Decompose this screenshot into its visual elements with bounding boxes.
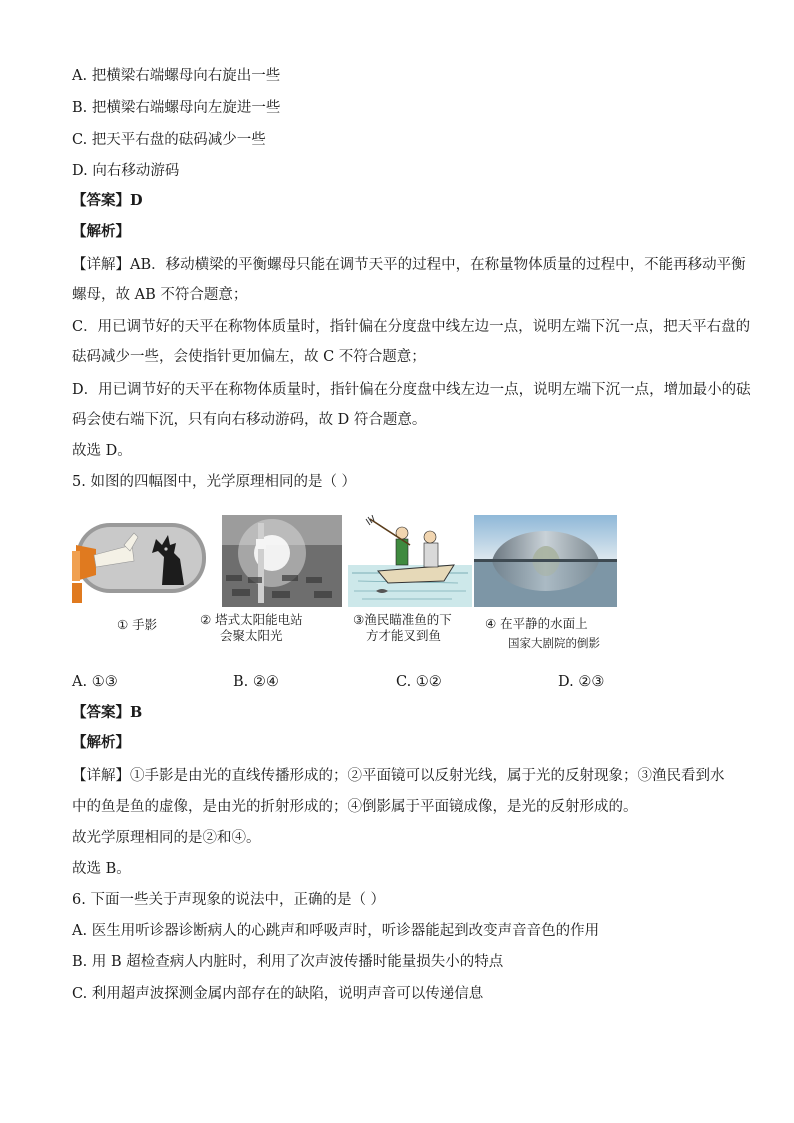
caption-4-line-2: 国家大剧院的倒影 [508,636,600,650]
q5-stem: 5. 如图的四幅图中，光学原理相同的是（ ） [72,474,357,490]
q5-option-c: C. ①② [396,674,442,690]
q4-detail-line-3: C．用已调节好的天平在称物体质量时，指针偏在分度盘中线左边一点，说明左端下沉一点，把天平右盘的 [72,319,751,335]
fisherman-picture [348,515,472,607]
q5-figure [72,515,617,655]
q5-detail-line-3: 故光学原理相同的是②和④。 [72,830,261,846]
grand-theatre-picture [474,515,617,607]
q4-answer: 【答案】D [72,192,143,209]
q6-option-c: C. 利用超声波探测金属内部存在的缺陷，说明声音可以传递信息 [72,986,484,1002]
q4-detail-line-4: 砝码减少一些，会使指针更加偏左，故 C 不符合题意； [72,349,426,365]
q6-stem: 6. 下面一些关于声现象的说法中，正确的是（ ） [72,892,386,908]
q5-option-b: B. ②④ [233,674,279,690]
q4-option-c: C. 把天平右盘的砝码减少一些 [72,132,266,148]
q4-option-a: A. 把横梁右端螺母向右旋出一些 [72,68,281,84]
caption-3-line-2: 方才能叉到鱼 [366,628,442,643]
q4-detail-line-7: 故选 D。 [72,443,132,459]
caption-3-line-1: ③渔民瞄准鱼的下 [353,612,452,627]
q4-option-d: D. 向右移动游码 [72,163,180,179]
q4-detail-line-1: 【详解】AB．移动横梁的平衡螺母只能在调节天平的过程中，在称量物体质量的过程中，不能再移动平衡 [72,257,746,273]
caption-2-line-1: ② 塔式太阳能电站 [200,612,303,627]
hand-shadow-picture [72,515,212,607]
q4-option-b: B. 把横梁右端螺母向左旋进一些 [72,100,281,116]
q5-detail-line-4: 故选 B。 [72,861,131,877]
q6-option-a: A. 医生用听诊器诊断病人的心跳声和呼吸声时，听诊器能起到改变声音音色的作用 [72,923,600,939]
q4-analysis-label: 【解析】 [72,223,130,240]
q6-option-b: B. 用 B 超检查病人内脏时，利用了次声波传播时能量损失小的特点 [72,954,504,970]
q4-detail-line-6: 码会使右端下沉，只有向右移动游码，故 D 符合题意。 [72,412,427,428]
solar-tower-picture [222,515,342,607]
q4-detail-line-2: 螺母，故 AB 不符合题意； [72,287,248,303]
q5-option-a: A. ①③ [72,674,118,690]
q5-detail-line-1: 【详解】①手影是由光的直线传播形成的；②平面镜可以反射光线，属于光的反射现象；③渔民看到水 [72,768,725,784]
caption-4-line-1: ④ 在平静的水面上 [485,616,588,631]
q4-detail-line-5: D．用已调节好的天平在称物体质量时，指针偏在分度盘中线左边一点，说明左端下沉一点，增加最小的砝 [72,382,751,398]
caption-2-line-2: 会聚太阳光 [220,628,283,643]
q5-answer: 【答案】B [72,704,143,721]
q5-analysis-label: 【解析】 [72,734,130,751]
caption-1: ① 手影 [117,617,158,632]
q5-detail-line-2: 中的鱼是鱼的虚像，是由光的折射形成的；④倒影属于平面镜成像，是光的反射形成的。 [72,799,638,815]
q5-option-d: D. ②③ [558,674,605,690]
